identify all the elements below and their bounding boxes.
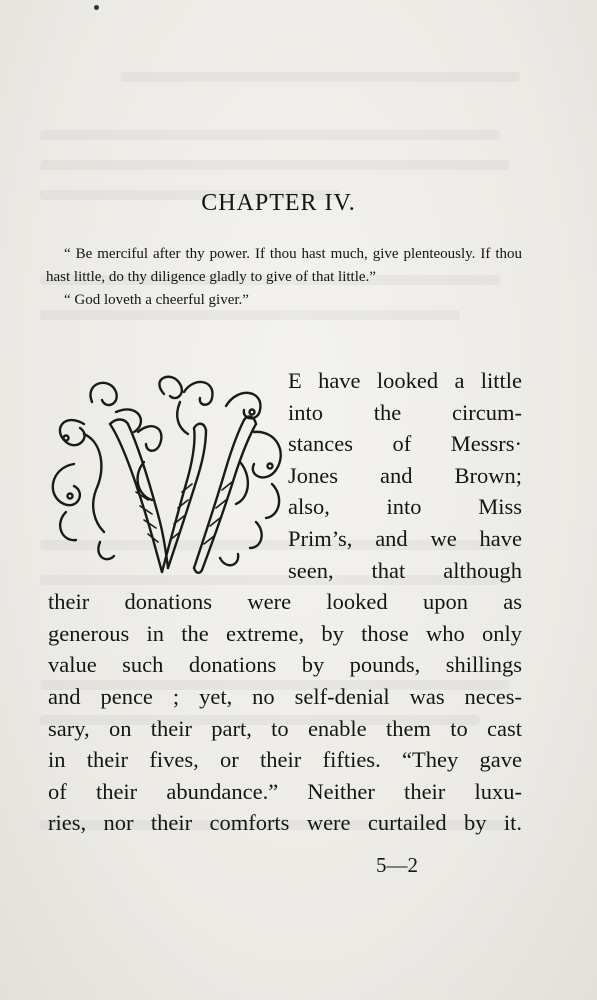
body-line-8: their donations were looked upon as <box>48 589 522 615</box>
body-line-11: and pence ; yet, no self-denial was neces- <box>48 683 522 709</box>
body-line-15: ries, nor their comforts were curtailed by it. <box>48 810 522 836</box>
body-line-6: Prim’s, and we have <box>288 525 522 551</box>
epigraph-quote-1-line-3: gladly to give of that little.” <box>209 269 376 285</box>
epigraph-quote-1-line-1: “ Be merciful after thy power. If thou hast much, <box>64 246 368 262</box>
epigraph <box>46 243 522 312</box>
body-line-3: stances of Messrs· <box>288 431 522 457</box>
body-line-4: Jones and Brown; <box>288 462 522 488</box>
body-line-1: E have looked a little <box>288 368 522 393</box>
chapter-title: CHAPTER IV. <box>201 190 356 216</box>
body-line-5: also, into Miss <box>288 494 522 520</box>
body-line-14: of their abundance.” Neither their luxu- <box>48 778 522 804</box>
epigraph-quote-2: “ God loveth a cheerful giver.” <box>64 292 249 308</box>
body-line-7: seen, that although <box>288 557 522 583</box>
body-line-2: into the circum- <box>288 399 522 425</box>
body-line-13: in their fives, or their fifties. “They gave <box>48 747 522 773</box>
body-line-12: sary, on their part, to enable them to cast <box>48 715 522 741</box>
body-paragraph <box>48 365 522 839</box>
epigraph-quote-1-line-2: give plenteously. If thou hast little, do thy diligence <box>46 246 523 285</box>
epigraph-quote-1 <box>46 243 522 289</box>
body-line-10: value such donations by pounds, shillings <box>48 652 522 678</box>
signature-mark: 5—2 <box>376 853 418 877</box>
body-line-9: generous in the extreme, by those who only <box>48 620 522 646</box>
ink-speck <box>94 5 99 10</box>
